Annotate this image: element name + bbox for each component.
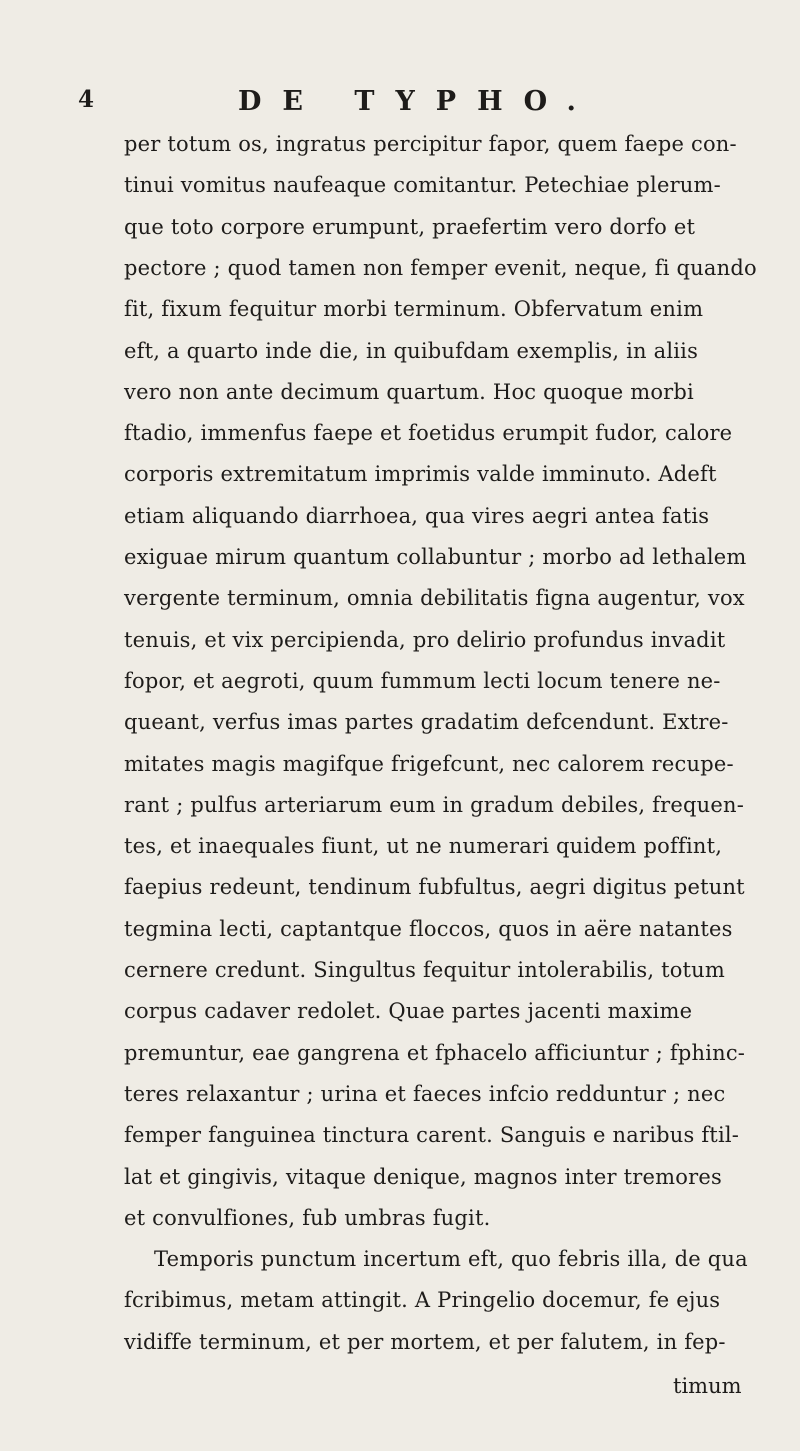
text-line: et convulfiones, fub umbras fugit. (124, 1205, 491, 1230)
text-line: mitates magis magifque frigefcunt, nec calorem recupe- (124, 751, 734, 776)
page-number: 4 (78, 86, 95, 113)
text-line: pectore ; quod tamen non femper evenit, neque, fi quando (124, 255, 757, 280)
text-line: corpus cadaver redolet. Quae partes jacenti maxime (124, 999, 693, 1024)
text-line: cernere credunt. Singultus fequitur intolerabilis, totum (124, 958, 726, 982)
text-line: tegmina lecti, captantque floccos, quos in aëre natantes (124, 916, 733, 941)
text-line: tinui vomitus naufeaque comitantur. Petechiae plerum- (124, 173, 721, 198)
text-line: tenuis, et vix percipienda, pro delirio profundus invadit (124, 627, 726, 652)
text-line: tes, et inaequales fiunt, ut ne numerari quidem poffint, (124, 834, 723, 859)
text-line: premuntur, eae gangrena et fphacelo afficiuntur ; fphinc- (124, 1040, 746, 1065)
text-line: eft, a quarto inde die, in quibufdam exemplis, in aliis (124, 338, 699, 363)
text-line: fcribimus, metam attingit. A Pringelio docemur, fe ejus (124, 1288, 721, 1313)
text-line: Temporis punctum incertum eft, quo febris illa, de qua (154, 1247, 748, 1272)
text-line: teres relaxantur ; urina et faeces infcio redduntur ; nec (124, 1081, 726, 1106)
running-title: DE TYPHO. (238, 86, 597, 117)
text-line: femper fanguinea tinctura carent. Sanguis e naribus ftil- (124, 1123, 740, 1148)
text-line: faepius redeunt, tendinum fubfultus, aegri digitus petunt (124, 875, 745, 900)
text-line: fit, fixum fequitur morbi terminum. Obfervatum enim (124, 297, 704, 322)
text-line: corporis extremitatum imprimis valde imminuto. Adeft (124, 462, 717, 487)
text-line: vidiffe terminum, et per mortem, et per falutem, in fep- (124, 1329, 726, 1354)
text-line: fopor, et aegroti, quum fummum lecti locum tenere ne- (124, 668, 721, 693)
catchword: timum (673, 1374, 742, 1398)
text-line: que toto corpore erumpunt, praefertim vero dorfo et (124, 214, 696, 239)
text-line: lat et gingivis, vitaque denique, magnos inter tremores (124, 1164, 722, 1189)
text-line: rant ; pulfus arteriarum eum in gradum debiles, frequen- (124, 792, 745, 817)
page-header (78, 86, 748, 126)
text-line: queant, verfus imas partes gradatim defcendunt. Extre- (124, 710, 729, 735)
text-line: vergente terminum, omnia debilitatis figna augentur, vox (124, 586, 745, 611)
text-line: ftadio, immenfus faepe et foetidus erumpit fudor, calore (124, 421, 733, 446)
text-line: etiam aliquando diarrhoea, qua vires aegri antea fatis (124, 503, 710, 528)
text-line: vero non ante decimum quartum. Hoc quoque morbi (124, 379, 694, 404)
text-line: per totum os, ingratus percipitur fapor, quem faepe con- (124, 132, 737, 156)
text-line: exiguae mirum quantum collabuntur ; morbo ad lethalem (124, 545, 747, 569)
